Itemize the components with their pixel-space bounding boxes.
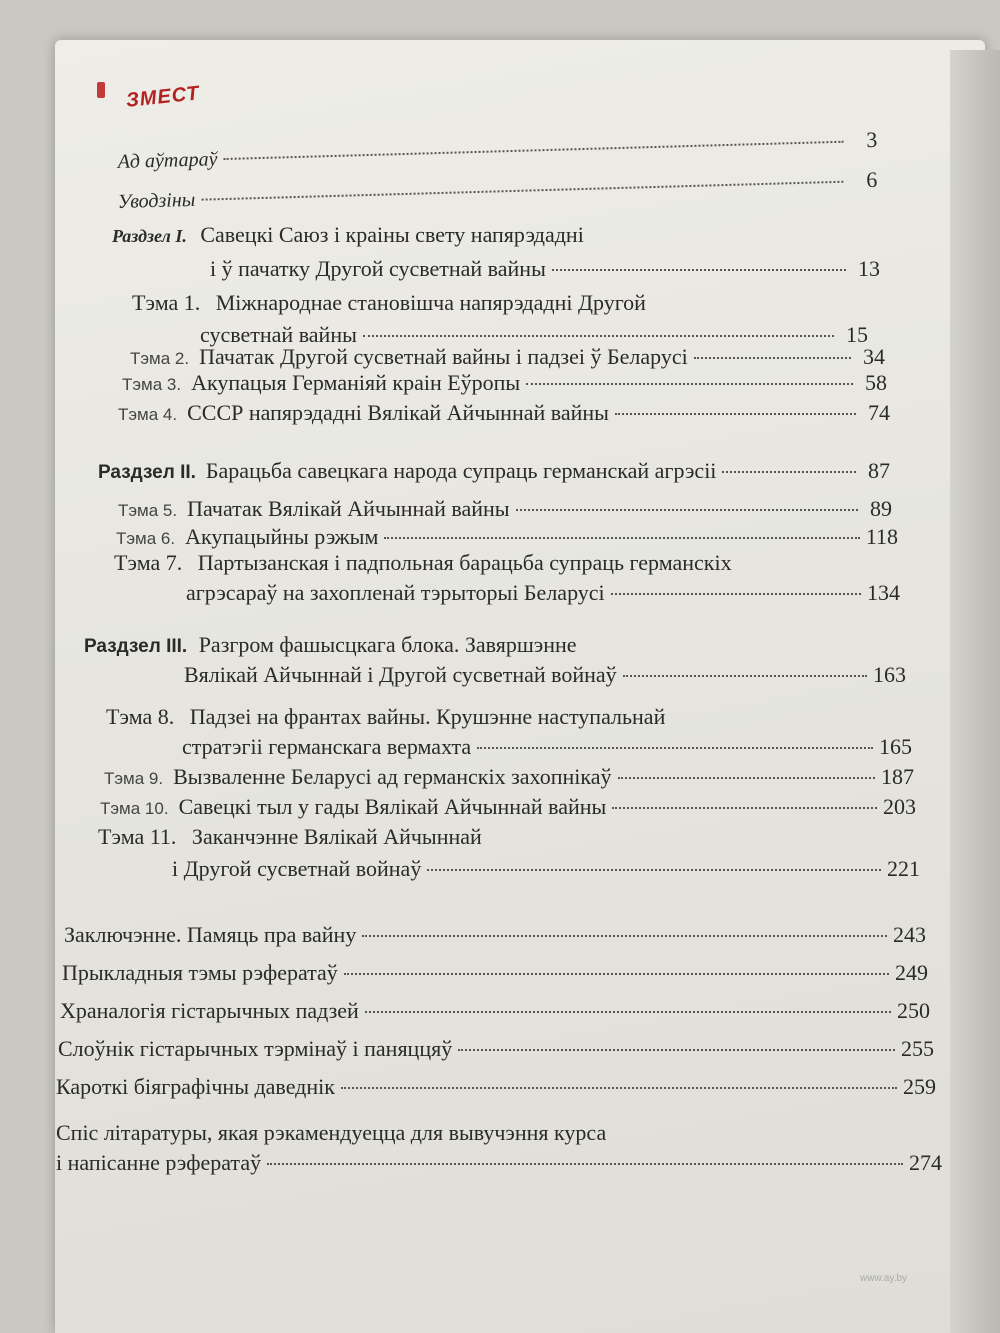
entry-title: Уводзіны	[117, 188, 196, 214]
leader-dots	[267, 1163, 903, 1165]
page-number: 13	[858, 256, 880, 281]
toc-entry	[104, 764, 914, 790]
toc-entry	[84, 632, 577, 658]
toc-entry	[100, 794, 916, 820]
entry-title: Заключэнне. Памяць пра вайну	[64, 922, 357, 947]
toc-heading: ЗМЕСТ	[125, 82, 201, 112]
toc-entry	[182, 734, 912, 760]
page-number: 249	[895, 960, 928, 985]
toc-entry	[98, 824, 482, 850]
entry-title: Храналогія гістарычных падзей	[60, 998, 359, 1023]
entry-title-line: Падзеі на франтах вайны. Крушэнне наступальнай	[189, 704, 666, 729]
toc-entry	[116, 524, 898, 550]
topic-label: Тэма 10.	[100, 799, 169, 818]
topic-label: Тэма 5.	[118, 501, 178, 520]
page-number: 118	[865, 524, 898, 549]
page-number: 274	[909, 1150, 942, 1175]
entry-title: Акупацыйны рэжым	[185, 524, 379, 549]
leader-dots	[458, 1049, 895, 1051]
leader-dots	[611, 593, 861, 595]
topic-label: Тэма 3.	[122, 375, 182, 394]
toc-entry	[112, 222, 584, 248]
page-number: 243	[893, 922, 926, 947]
leader-dots	[623, 675, 867, 677]
entry-title: Савецкі тыл у гады Вялікай Айчыннай вайны	[178, 794, 607, 819]
leader-dots	[612, 807, 877, 809]
leader-dots	[615, 413, 856, 415]
leader-dots	[722, 471, 856, 473]
entry-title-line: Міжнароднае становішча напярэдадні Другой	[215, 290, 646, 315]
entry-title-line: і напісанне рэфератаў	[56, 1150, 262, 1175]
toc-entry	[210, 256, 880, 282]
toc-entry	[62, 960, 928, 986]
page-number: 163	[873, 662, 906, 687]
entry-title: Пачатак Вялікай Айчыннай вайны	[187, 496, 510, 521]
page-number: 203	[883, 794, 916, 819]
watermark: www.ay.by	[860, 1273, 908, 1284]
entry-title-line: Заканчэнне Вялікай Айчыннай	[191, 824, 482, 849]
entry-title: СССР напярэдадні Вялікай Айчыннай вайны	[187, 400, 609, 425]
leader-dots	[618, 777, 876, 779]
leader-dots	[552, 269, 846, 271]
topic-label: Тэма 4.	[118, 405, 178, 424]
toc-entry	[130, 344, 885, 370]
toc-entry	[58, 1036, 934, 1062]
entry-title: Прыкладныя тэмы рэфератаў	[62, 960, 338, 985]
page-number: 87	[868, 458, 890, 483]
toc-entry	[118, 496, 892, 522]
leader-dots	[344, 973, 889, 975]
page-number: 3	[865, 126, 878, 153]
page-number: 89	[870, 496, 892, 521]
toc-entry	[106, 704, 665, 730]
entry-title-line: Спіс літаратуры, якая рэкамендуецца для вывучэння курса	[56, 1120, 607, 1145]
toc-entry	[172, 856, 920, 882]
entry-title-line: Вялікай Айчыннай і Другой сусветнай войнаў	[184, 662, 617, 687]
entry-title: Барацьба савецкага народа супраць германскай агрэсіі	[205, 458, 717, 483]
toc-entry	[118, 400, 890, 426]
entry-title: Ад аўтараў	[117, 148, 218, 174]
leader-dots	[516, 509, 858, 511]
toc-entry	[122, 370, 887, 396]
page-number: 165	[879, 734, 912, 759]
entry-title: Акупацыя Германіяй краін Еўропы	[191, 370, 521, 395]
leader-dots	[365, 1011, 891, 1013]
book-binding	[950, 50, 1000, 1333]
toc-entry	[60, 998, 930, 1024]
section-label: Раздзел II.	[98, 462, 196, 483]
page-number: 187	[881, 764, 914, 789]
page-number: 250	[897, 998, 930, 1023]
page-number: 15	[846, 322, 868, 347]
entry-title: Слоўнік гістарычных тэрмінаў і паняццяў	[58, 1036, 453, 1061]
red-marker	[97, 82, 105, 98]
entry-title-line: і ў пачатку Другой сусветнай вайны	[210, 256, 546, 281]
leader-dots	[341, 1087, 897, 1089]
topic-label: Тэма 8.	[106, 704, 175, 729]
entry-title-line: Савецкі Саюз і краіны свету напярэдадні	[200, 222, 584, 247]
leader-dots	[363, 335, 834, 337]
entry-title: Кароткі біяграфічны даведнік	[56, 1074, 335, 1099]
topic-label: Тэма 6.	[116, 529, 176, 548]
page-number: 34	[863, 344, 885, 369]
page-number: 6	[865, 166, 878, 193]
topic-label: Тэма 9.	[104, 769, 164, 788]
toc-entry	[132, 290, 646, 316]
page-number: 134	[867, 580, 900, 605]
page-number: 259	[903, 1074, 936, 1099]
entry-title: Вызваленне Беларусі ад германскіх захопнікаў	[173, 764, 612, 789]
page-number: 255	[901, 1036, 934, 1061]
topic-label: Тэма 1.	[132, 290, 201, 315]
leader-dots	[384, 537, 859, 539]
entry-title-line: і Другой сусветнай войнаў	[172, 856, 422, 881]
entry-title: Пачатак Другой сусветнай вайны і падзеі ў Беларусі	[199, 344, 688, 369]
entry-title-line: Партызанская і падпольная барацьба супраць германскіх	[197, 550, 732, 575]
entry-title-line: Разгром фашысцкага блока. Завяршэнне	[198, 632, 577, 657]
leader-dots	[694, 357, 851, 359]
leader-dots	[362, 935, 887, 937]
topic-label: Тэма 7.	[114, 550, 183, 575]
toc-entry	[56, 1074, 936, 1100]
entry-title-line: стратэгіі германскага вермахта	[182, 734, 472, 759]
toc-entry	[64, 922, 926, 948]
toc-entry	[184, 662, 906, 688]
page-number: 221	[887, 856, 920, 881]
topic-label: Тэма 11.	[98, 824, 177, 849]
section-label: Раздзел I.	[112, 226, 187, 246]
page-number: 58	[865, 370, 887, 395]
leader-dots	[427, 869, 881, 871]
topic-label: Тэма 2.	[130, 349, 190, 368]
toc-entry	[56, 1120, 606, 1146]
leader-dots	[477, 747, 873, 749]
toc-entry	[56, 1150, 942, 1176]
toc-entry	[186, 580, 900, 606]
toc-entry	[114, 550, 732, 576]
entry-title-line: агрэсараў на захопленай тэрыторыі Беларусі	[186, 580, 605, 605]
toc-entry	[98, 458, 890, 484]
page-number: 74	[868, 400, 890, 425]
section-label: Раздзел III.	[84, 636, 188, 657]
entry-title-line: сусветнай вайны	[200, 322, 357, 347]
leader-dots	[526, 383, 853, 385]
